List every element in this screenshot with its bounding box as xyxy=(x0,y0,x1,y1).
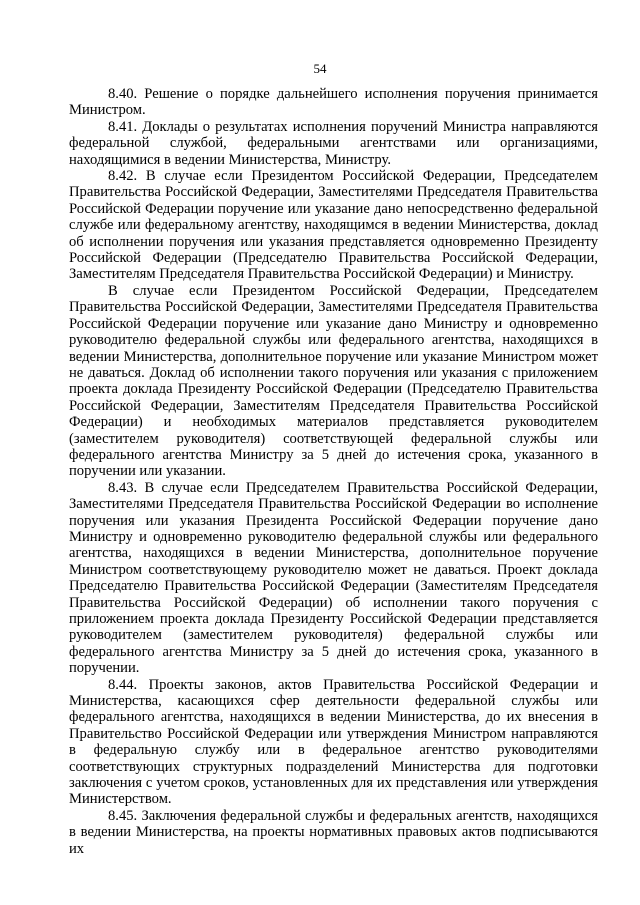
paragraph-8-43: 8.43. В случае если Председателем Правительства Российской Федерации, Заместителями Председателя Правительства Российской Федерации во исполнение поручения или указания Президента Российской Федерации поручение дано Министру и одновременно руководителю федеральной службы или федерального агентства, находящихся в ведении Министерства, дополнительное поручение Министром соответствующему руководителю может не даваться. Проект доклада Председателю Правительства Российской Федерации (Заместителям Председателя Правительства Российской Федерации) об исполнении такого поручения с приложением проекта доклада Президенту Российской Федерации представляется руководителем (заместителем руководителя) федеральной службы или федерального агентства Министру за 5 дней до истечения срока, указанного в поручении. xyxy=(69,479,598,677)
page-number: 54 xyxy=(313,61,327,76)
paragraph-8-45: 8.45. Заключения федеральной службы и федеральных агентств, находящихся в ведении Министерства, на проекты нормативных правовых актов подписываются их xyxy=(69,807,598,857)
document-body xyxy=(69,86,598,857)
paragraph-8-40: 8.40. Решение о порядке дальнейшего исполнения поручения принимается Министром. xyxy=(69,86,598,119)
paragraph-8-42: 8.42. В случае если Президентом Российской Федерации, Председателем Правительства Российской Федерации, Заместителями Председателя Правительства Российской Федерации поручение или указание дано непосредственно федеральной службе или федеральному агентству, находящимся в ведении Министерства, доклад об исполнении поручения или указания представляется одновременно Президенту Российской Федерации (Председателю Правительства Российской Федерации, Заместителям Председателя Правительства Российской Федерации) и Министру. xyxy=(69,168,598,283)
paragraph-8-42-continued: В случае если Президентом Российской Федерации, Председателем Правительства Российской Федерации, Заместителями Председателя Правительства Российской Федерации поручение или указание дано Министру и одновременно руководителю федеральной службы или федерального агентства, находящихся в ведении Министерства, дополнительное поручение или указание Министром может не даваться. Доклад об исполнении такого поручения или указания с приложением проекта доклада Президенту Российской Федерации (Председателю Правительства Российской Федерации, Заместителям Председателя Правительства Российской Федерации) и необходимых материалов представляется руководителем (заместителем руководителя) соответствующей федеральной службы или федерального агентства Министру за 5 дней до истечения срока, указанного в поручении или указании. xyxy=(69,282,598,480)
paragraph-8-41: 8.41. Доклады о результатах исполнения поручений Министра направляются федеральной службой, федеральными агентствами или организациями, находящимися в ведении Министерства, Министру. xyxy=(69,118,598,168)
paragraph-8-44: 8.44. Проекты законов, актов Правительства Российской Федерации и Министерства, касающихся сфер деятельности федеральной службы или федерального агентства, находящихся в ведении Министерства, до их внесения в Правительство Российской Федерации или утверждения Министром направляются в федеральную службу или в федеральное агентство руководителями соответствующих структурных подразделений Министерства для подготовки заключения с учетом сроков, установленных для их представления или утверждения Министерством. xyxy=(69,676,598,808)
